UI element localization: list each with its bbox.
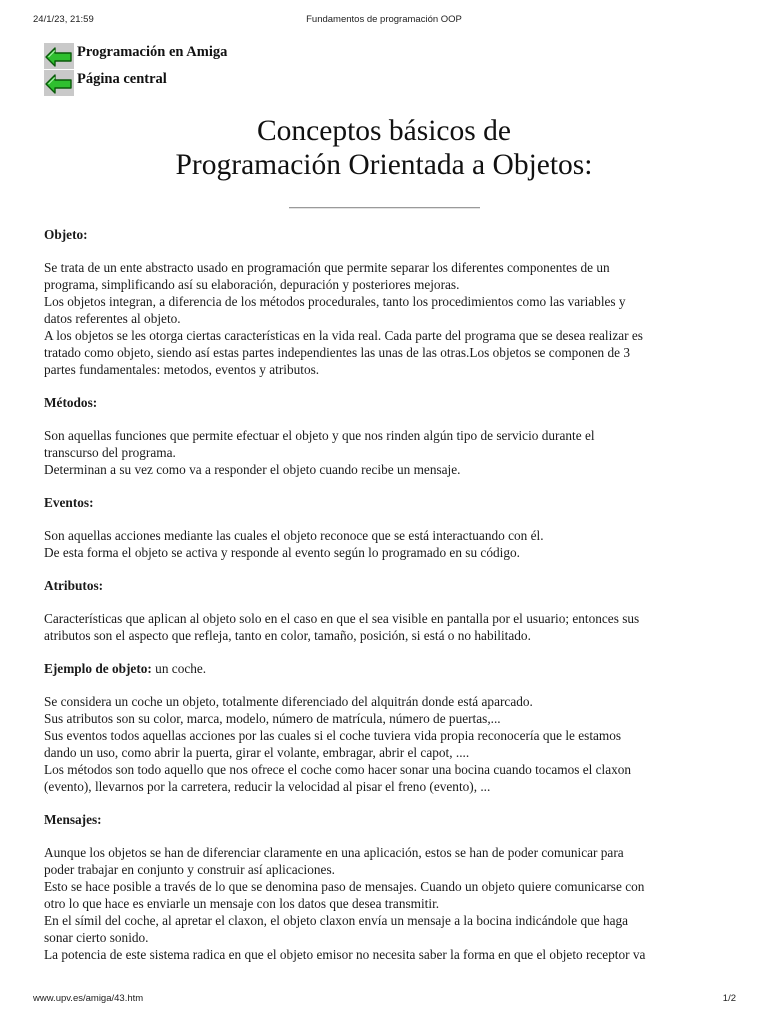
nav-link-label[interactable]: Página central xyxy=(77,71,167,87)
text-line: La potencia de este sistema radica en que el objeto emisor no necesita saber la forma en que el objeto receptor va xyxy=(44,947,646,962)
nav-link-programacion-amiga[interactable] xyxy=(44,43,227,69)
paragraph-objeto xyxy=(44,259,729,378)
text-line: Sus eventos todos aquellas acciones por las cuales si el coche tuviera vida propia reconocería que le estamos xyxy=(44,728,622,743)
horizontal-rule xyxy=(289,207,480,209)
paragraph-eventos xyxy=(44,527,729,561)
section-heading-ejemplo xyxy=(44,660,729,677)
paragraph-atributos xyxy=(44,610,729,644)
page-title-line-2: Programación Orientada a Objetos: xyxy=(175,149,593,181)
text-line: Esto se hace posible a través de lo que se denomina paso de mensajes. Cuando un objeto quiere comunicarse con xyxy=(44,879,645,894)
text-line: A los objetos se les otorga ciertas características en la vida real. Cada parte del programa que se desea realizar es xyxy=(44,328,643,343)
text-line: programa, simplificando así su elaboración, depuración y posteriores mejoras. xyxy=(44,277,460,292)
text-line: transcurso del programa. xyxy=(44,445,176,460)
text-line: sonar cierto sonido. xyxy=(44,930,149,945)
text-line: partes fundamentales: metodos, eventos y atributos. xyxy=(44,362,320,377)
text-line: Determinan a su vez como va a responder el objeto cuando recibe un mensaje. xyxy=(44,462,461,477)
text-line: Se trata de un ente abstracto usado en programación que permite separar los diferentes componentes de un xyxy=(44,260,610,275)
print-page-number: 1/2 xyxy=(722,993,736,1004)
paragraph-mensajes xyxy=(44,844,729,963)
nav-link-label[interactable]: Programación en Amiga xyxy=(77,44,228,60)
text-line: Son aquellas funciones que permite efectuar el objeto y que nos rinden algún tipo de servicio durante el xyxy=(44,428,595,443)
section-heading-objeto: Objeto: xyxy=(44,227,88,242)
text-line: datos referentes al objeto. xyxy=(44,311,181,326)
section-heading-ejemplo-label: Ejemplo de objeto: xyxy=(44,661,152,676)
back-arrow-icon[interactable] xyxy=(44,70,74,96)
text-line: Los métodos son todo aquello que nos ofrece el coche como hacer sonar una bocina cuando tocamos el claxon xyxy=(44,762,632,777)
section-heading-atributos: Atributos: xyxy=(44,578,104,593)
text-line: otro lo que hace es enviarle un mensaje con los datos que desea transmitir. xyxy=(44,896,440,911)
text-line: En el símil del coche, al apretar el claxon, el objeto claxon envía un mensaje a la bocina indicándole que haga xyxy=(44,913,629,928)
main-content xyxy=(44,226,729,963)
print-header xyxy=(0,14,768,28)
section-heading-metodos: Métodos: xyxy=(44,395,98,410)
text-line: poder trabajar en conjunto y construir así aplicaciones. xyxy=(44,862,335,877)
text-line: dando un uso, como abrir la puerta, girar el volante, embragar, abrir el capot, .... xyxy=(44,745,470,760)
print-url: www.upv.es/amiga/43.htm xyxy=(33,993,144,1004)
section-heading-ejemplo-suffix: un coche. xyxy=(151,661,207,676)
text-line: Características que aplican al objeto solo en el caso en que el sea visible en pantalla por el usuario; entonces sus xyxy=(44,611,640,626)
text-line: Sus atributos son su color, marca, modelo, número de matrícula, número de puertas,... xyxy=(44,711,501,726)
text-line: Se considera un coche un objeto, totalmente diferenciado del alquitrán donde está aparcado. xyxy=(44,694,533,709)
section-heading-mensajes: Mensajes: xyxy=(44,812,102,827)
text-line: tratado como objeto, siendo así estas partes independientes las unas de las otras.Los objetos se componen de 3 xyxy=(44,345,631,360)
navigation-links xyxy=(44,43,227,97)
text-line: atributos son el aspecto que refleja, tanto en color, tamaño, posición, si está o no habilitado. xyxy=(44,628,531,643)
paragraph-ejemplo xyxy=(44,693,729,795)
section-heading-eventos: Eventos: xyxy=(44,495,94,510)
page-title-line-1: Conceptos básicos de xyxy=(257,115,511,147)
print-footer xyxy=(0,993,768,1007)
paragraph-metodos xyxy=(44,427,729,478)
text-line: De esta forma el objeto se activa y responde al evento según lo programado en su código. xyxy=(44,545,520,560)
text-line: Aunque los objetos se han de diferenciar claramente en una aplicación, estos se han de poder comunicar para xyxy=(44,845,624,860)
nav-link-pagina-central[interactable] xyxy=(44,70,227,96)
print-datetime: 24/1/23, 21:59 xyxy=(33,14,94,25)
print-page-title: Fundamentos de programación OOP xyxy=(306,14,462,25)
back-arrow-icon[interactable] xyxy=(44,43,74,69)
page-title xyxy=(0,114,768,182)
text-line: (evento), llevarnos por la carretera, reducir la velocidad al pisar el freno (evento), ... xyxy=(44,779,491,794)
text-line: Los objetos integran, a diferencia de los métodos procedurales, tanto los procedimientos como las variables y xyxy=(44,294,626,309)
text-line: Son aquellas acciones mediante las cuales el objeto reconoce que se está interactuando con él. xyxy=(44,528,544,543)
